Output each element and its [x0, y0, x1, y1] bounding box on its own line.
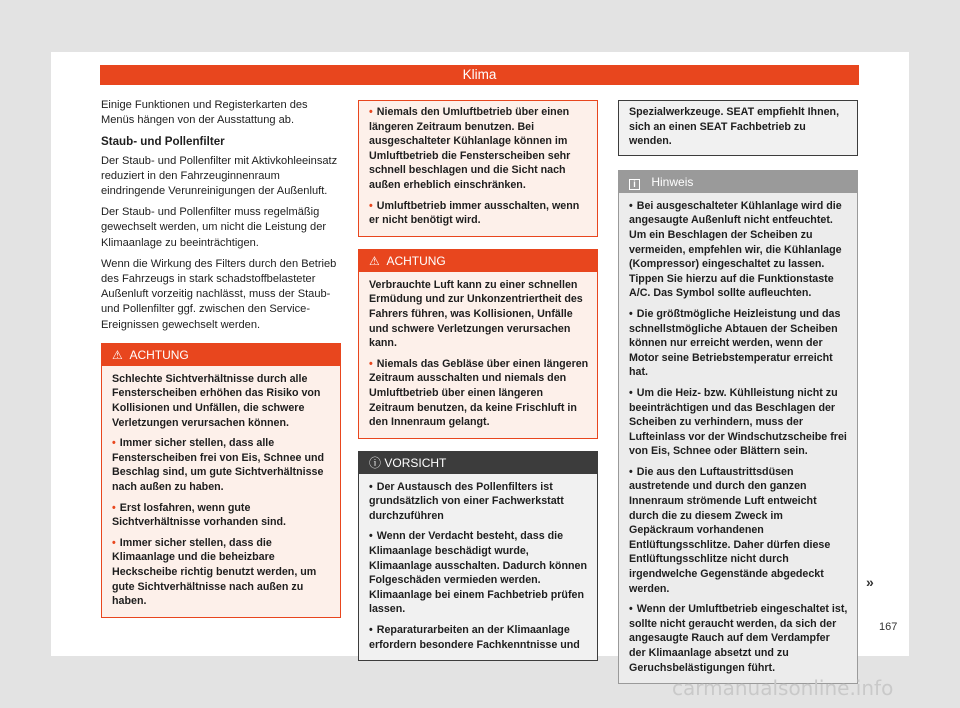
list-item: • Wenn der Verdacht besteht, dass die Klimaanlage beschädigt wurde, Klimaanlage ausschalten. Dadurch können Folgeschäden vermieden werden. Klimaanlage bei einem Fachbetrieb prüfen lassen.	[369, 529, 589, 617]
warning-box	[101, 343, 341, 618]
note-label: Hinweis	[651, 174, 694, 189]
watermark-text: carmanualsonline.info	[672, 676, 894, 700]
info-icon: i	[629, 179, 640, 190]
list-item: • Der Austausch des Pollenfilters ist grundsätzlich von einer Fachwerkstatt durchzuführen	[369, 480, 589, 524]
column-left	[101, 98, 341, 618]
warning-body	[359, 272, 597, 438]
list-item: • Erst losfahren, wenn gute Sichtverhältnisse vorhanden sind.	[112, 501, 332, 530]
list-item: • Die aus den Luftaustrittsdüsen austretende und durch den ganzen Innenraum strömende Luft entweicht durch die zu diesem Zweck im Gepäckraum vorhandenen Entlüftungsschlitze. Daher dürfen diese Entlüftungsschlitze nicht durch irgendwelche Gegenstände abgedeckt werden.	[629, 465, 849, 596]
warning-label: ACHTUNG	[129, 347, 189, 362]
intro-paragraph: Einige Funktionen und Registerkarten des Menüs hängen von der Ausstattung ab.	[101, 99, 308, 127]
caution-icon: ⓘ	[369, 455, 382, 470]
note-box	[618, 170, 858, 684]
list-item: • Wenn der Umluftbetrieb eingeschaltet ist, sollte nicht geraucht werden, da sich der angesaugte Rauch auf dem Verdampfer der Klimaanlage absetzt und zu Geruchsbelästigungen führt.	[629, 602, 849, 675]
subheading-filter: Staub- und Pollenfilter	[101, 135, 225, 149]
paragraph: Der Staub- und Pollenfilter mit Aktivkohleeinsatz reduziert in den Fahrzeuginnenraum eindringende Verunreinigungen der Außenluft.	[101, 154, 338, 198]
paragraph: Der Staub- und Pollenfilter muss regelmäßig gewechselt werden, um nicht die Leistung der Klimaanlage zu beeinträchtigen.	[101, 206, 327, 249]
column-right	[618, 100, 858, 684]
warning-body	[102, 366, 340, 617]
warning-body	[359, 101, 597, 236]
list-item: • Um die Heiz- bzw. Kühlleistung nicht zu beeinträchtigen und das Beschlagen der Scheiben zu verhindern, muss der Lufteinlass vor der Windschutzscheibe frei von Eis, Schnee oder Blättern sein.	[629, 386, 849, 459]
warning-lead: Verbrauchte Luft kann zu einer schnellen Ermüdung und zur Unkonzentriertheit des Fahrers führen, was Kollisionen, Unfälle und schwere Verletzungen verursachen kann.	[369, 278, 583, 350]
caution-header	[359, 452, 597, 474]
list-item: • Umluftbetrieb immer ausschalten, wenn er nicht benötigt wird.	[369, 199, 589, 228]
list-item: • Die größtmögliche Heizleistung und das schnellstmögliche Abtauen der Scheiben können nur erreicht werden, wenn der Motor seine Betriebstemperatur erreicht hat.	[629, 307, 849, 380]
caution-continued-text: Spezialwerkzeuge. SEAT empfiehlt Ihnen, sich an einen SEAT Fachbetrieb zu wenden.	[629, 106, 840, 148]
list-item: • Niemals den Umluftbetrieb über einen längeren Zeitraum benutzen. Bei ausgeschalteter Kühlanlage können im Umluftbetrieb die Fensterscheiben sehr schnell beschlagen und die Sicht nach außen erheblich einschränken.	[369, 105, 589, 193]
warning-header	[359, 250, 597, 272]
caution-box	[358, 451, 598, 662]
page-number: 167	[879, 621, 898, 633]
note-header	[619, 171, 857, 193]
warning-label: ACHTUNG	[386, 253, 446, 268]
list-item: • Bei ausgeschalteter Kühlanlage wird die angesaugte Außenluft nicht entfeuchtet. Um ein Beschlagen der Scheiben zu vermeiden, empfehlen wir, die Kühlanlage (Kompressor) eingeschaltet zu lassen. Tippen Sie hierzu auf die Funktionstaste A/C. Das Symbol sollte aufleuchten.	[629, 199, 849, 301]
paragraph: Wenn die Wirkung des Filters durch den Betrieb des Fahrzeugs in stark schadstoffbelasteter Außenluft vorzeitig nachlässt, muss der Staub- und Pollenfilter ggf. zwischen den Service-Ereignissen gewechselt werden.	[101, 257, 337, 331]
list-item: • Immer sicher stellen, dass die Klimaanlage und die beheizbare Heckscheibe richtig benutzt werden, um gute Sichtverhältnisse nach außen zu haben.	[112, 536, 332, 609]
warning-box-continued	[358, 100, 598, 237]
caution-label: VORSICHT	[384, 455, 447, 470]
continue-marker: »	[866, 574, 874, 590]
warning-box	[358, 249, 598, 439]
warning-triangle-icon: ⚠	[112, 347, 123, 362]
warning-header	[102, 344, 340, 366]
caution-box-continued	[618, 100, 858, 156]
list-item: • Niemals das Gebläse über einen längeren Zeitraum ausschalten und niemals den Umluftbetrieb über einen längeren Zeitraum benutzen, da keine Frischluft in den Innenraum gelangt.	[369, 357, 589, 430]
warning-lead: Schlechte Sichtverhältnisse durch alle Fensterscheiben erhöhen das Risiko von Kollisionen und Unfällen, die schwere Verletzungen verursachen können.	[112, 372, 321, 429]
note-body	[619, 193, 857, 683]
list-item: • Immer sicher stellen, dass alle Fensterscheiben frei von Eis, Schnee und Beschlag sind, um gute Sichtverhältnisse nach außen zu haben.	[112, 436, 332, 494]
warning-triangle-icon: ⚠	[369, 253, 380, 268]
list-item: • Reparaturarbeiten an der Klimaanlage erfordern besondere Fachkenntnisse und	[369, 623, 589, 652]
section-header: Klima	[100, 65, 859, 85]
column-middle	[358, 100, 598, 661]
caution-body	[359, 474, 597, 661]
